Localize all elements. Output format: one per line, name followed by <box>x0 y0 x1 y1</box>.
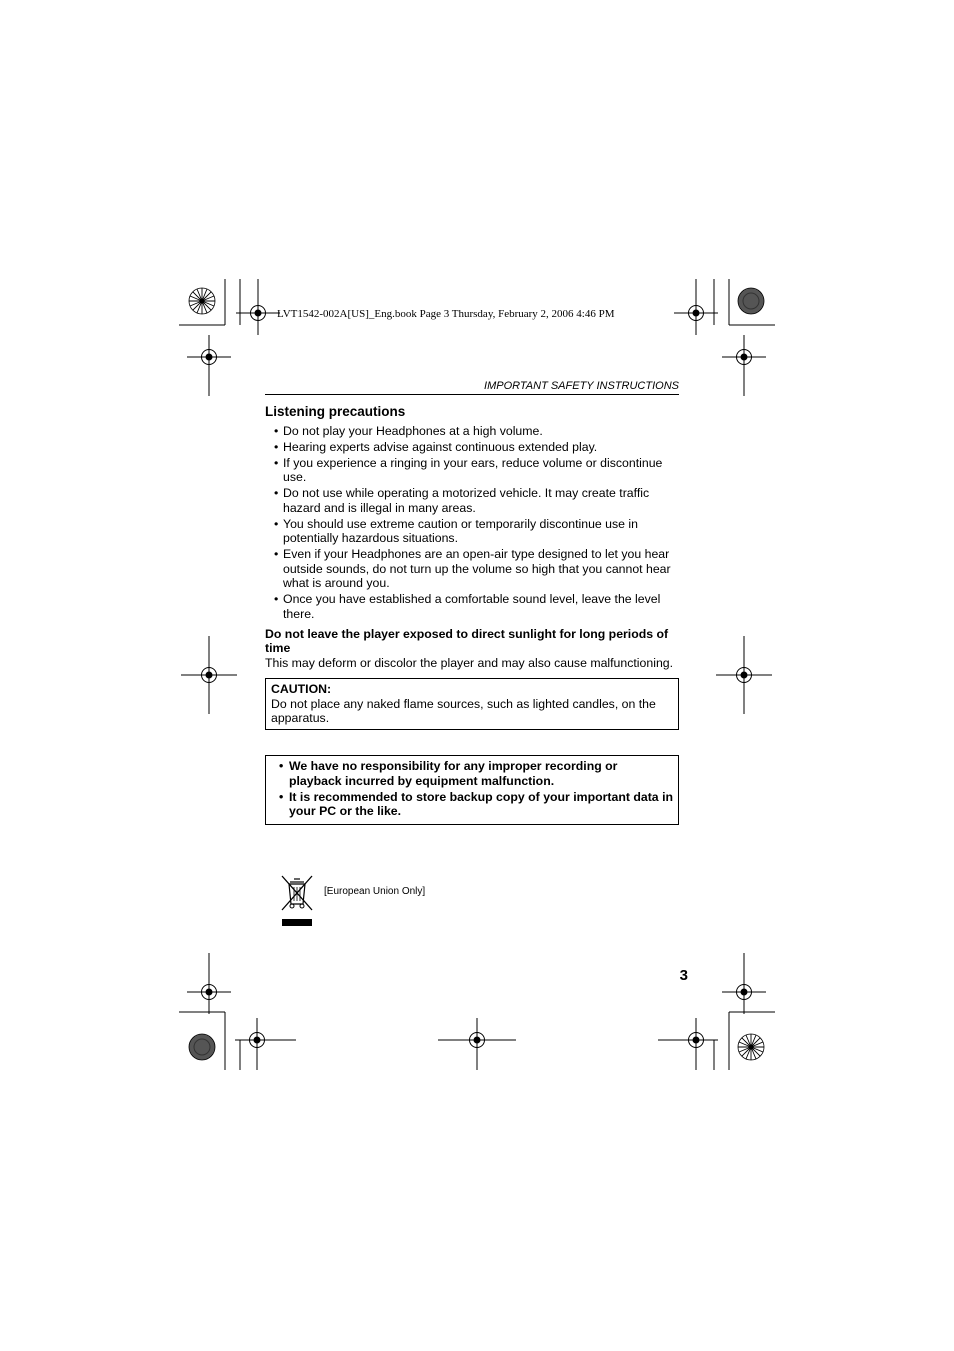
caution-box <box>265 678 679 730</box>
weee-label: [European Union Only] <box>324 886 426 897</box>
listening-precautions-title: Listening precautions <box>265 404 406 419</box>
caution-body: Do not place any naked flame sources, such as lighted candles, on the apparatus. <box>271 696 656 726</box>
sunlight-warning-body: This may deform or discolor the player and may also cause malfunctioning. <box>265 655 674 670</box>
running-header: IMPORTANT SAFETY INSTRUCTIONS <box>265 380 679 395</box>
list-item: • Do not play your Headphones at a high volume. <box>265 424 679 439</box>
list-item: • If you experience a ringing in your ears, reduce volume or discontinue use. <box>265 456 679 485</box>
list-item: • You should use extreme caution or temporarily discontinue use in potentially hazardous situations. <box>265 517 679 546</box>
notice-box <box>265 755 679 825</box>
list-item: • We have no responsibility for any improper recording or playback incurred by equipment malfunction. <box>271 759 673 788</box>
page-number: 3 <box>679 967 688 984</box>
print-info: LVT1542-002A[US]_Eng.book Page 3 Thursday, February 2, 2006 4:46 PM <box>277 308 615 320</box>
list-item: • It is recommended to store backup copy of your important data in your PC or the like. <box>271 790 673 819</box>
notice-list <box>271 759 673 819</box>
caution-title: CAUTION: <box>271 682 332 697</box>
list-item: • Once you have established a comfortable sound level, leave the level there. <box>265 592 679 621</box>
crossed-bin-icon <box>280 874 314 928</box>
listening-precautions-list <box>265 424 679 622</box>
list-item: • Do not use while operating a motorized vehicle. It may create traffic hazard and is illegal in many areas. <box>265 486 679 515</box>
sunlight-warning-title: Do not leave the player exposed to direct sunlight for long periods of time <box>265 626 669 656</box>
page-content <box>265 404 679 825</box>
list-item: • Hearing experts advise against continuous extended play. <box>265 440 679 455</box>
list-item: • Even if your Headphones are an open-air type designed to let you hear outside sounds, do not turn up the volume so high that you cannot hear what is around you. <box>265 547 679 591</box>
